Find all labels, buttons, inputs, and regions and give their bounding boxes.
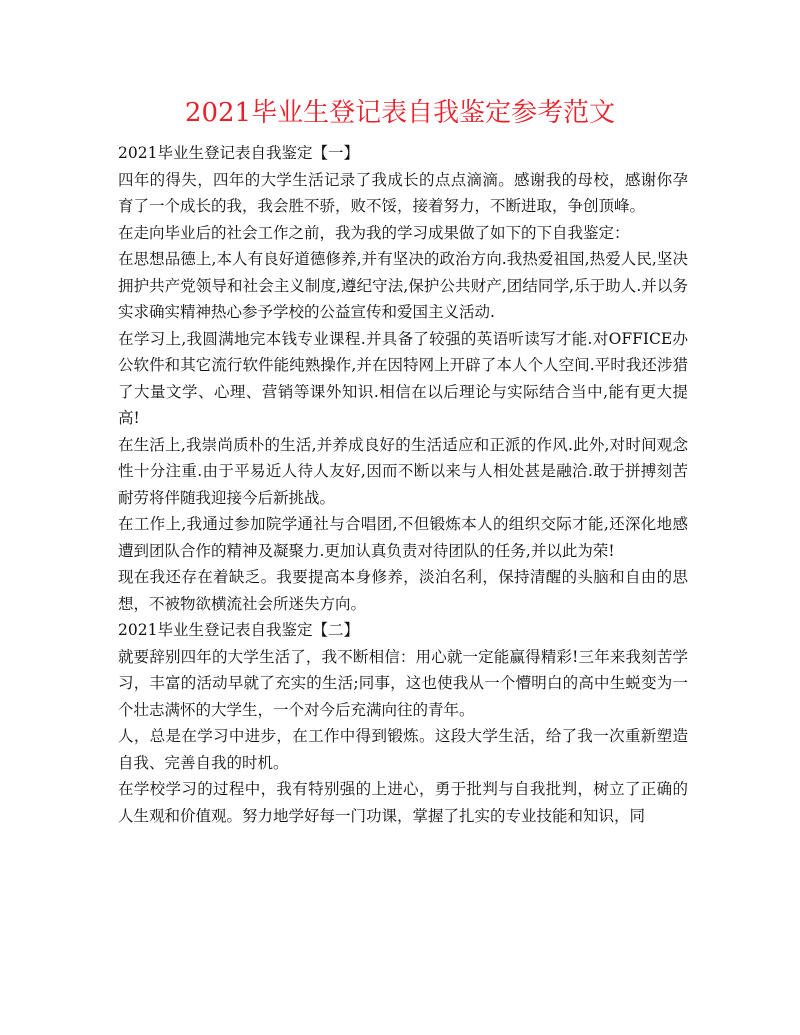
paragraph: 在思想品德上,本人有良好道德修养,并有坚决的政治方向.我热爱祖国,热爱人民,坚决拥护共产党领导和社会主义制度,遵纪守法,保护公共财产,团结同学,乐于助人.并以务实求确实精神热心参予学校的公益宣传和爱国主义活动. [118,250,688,321]
paragraph: 现在我还存在着缺乏。我要提高本身修养，淡泊名利，保持清醒的头脑和自由的思想，不被物欲横流社会所迷失方向。 [118,568,688,613]
paragraph: 四年的得失，四年的大学生活记录了我成长的点点滴滴。感谢我的母校，感谢你孕育了一个成长的我，我会胜不骄，败不馁，接着努力，不断进取，争创顶峰。 [118,170,688,215]
section-heading: 2021毕业生登记表自我鉴定【二】 [118,621,359,639]
paragraph: 在学校学习的过程中，我有特别强的上进心，勇于批判与自我批判，树立了正确的人生观和价值观。努力地学好每一门功课，掌握了扎实的专业技能和知识，同 [118,780,688,825]
paragraph: 在生活上,我崇尚质朴的生活,并养成良好的生活适应和正派的作风.此外,对时间观念性十分注重.由于平易近人待人友好,因而不断以来与人相处甚是融洽.敢于拼搏刻苦耐劳将伴随我迎接今后新挑战。 [118,435,688,507]
paragraph: 人，总是在学习中进步，在工作中得到锻炼。这段大学生活，给了我一次重新塑造自我、完善自我的时机。 [118,727,688,772]
section-heading: 2021毕业生登记表自我鉴定【一】 [118,144,359,162]
paragraph: 在工作上,我通过参加院学通社与合唱团,不但锻炼本人的组织交际才能,还深化地感遭到团队合作的精神及凝聚力.更加认真负责对待团队的任务,并以此为荣! [118,515,688,560]
paragraph: 就要辞别四年的大学生活了，我不断相信：用心就一定能赢得精彩!三年来我刻苦学习，丰富的活动早就了充实的生活;同事，这也使我从一个懵明白的高中生蜕变为一个壮志满怀的大学生，一个对今后充满向往的青年。 [118,647,688,719]
paragraph: 在走向毕业后的社会工作之前，我为我的学习成果做了如下的下自我鉴定： [118,223,630,242]
document-body [118,140,688,829]
paragraph: 在学习上,我圆满地完本钱专业课程.并具备了较强的英语听读写才能.对OFFICE办公软件和其它流行软件能纯熟操作,并在因特网上开辟了本人个人空间.平时我还涉猎了大量文学、心理、营销等课外知识.相信在以后理论与实际结合当中,能有更大提高! [118,329,688,427]
document-title: 2021毕业生登记表自我鉴定参考范文 [184,98,616,128]
